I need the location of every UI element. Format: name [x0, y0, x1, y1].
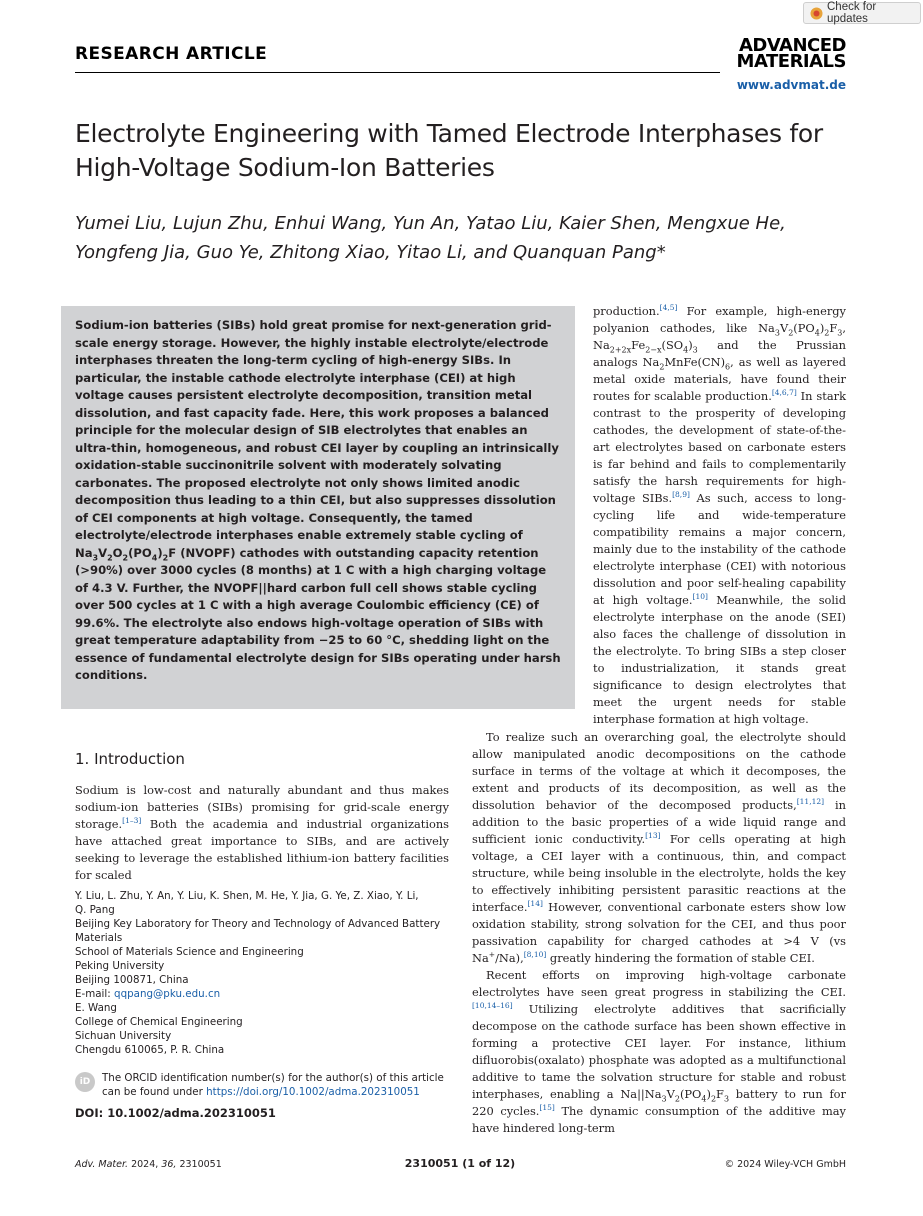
page-number: 2310051 (1 of 12): [404, 1157, 516, 1170]
journal-logo: [722, 35, 846, 72]
citation-link[interactable]: [4,5]: [659, 303, 678, 313]
orcid-doi-link[interactable]: https://doi.org/10.1002/adma.202310051: [206, 1086, 420, 1098]
paragraph: Recent efforts on improving high-voltage carbonate electrolytes have seen great progress in stabilizing the CEI.[10,14–16] Utilizing electrolyte additives that sacrificially decompose on the cathode surface has been shown effective in forming a protective CEI layer. For instance, lithium difluorobis(oxalato) phosphate was adopted as a multifunctional additive to tame the solvation structure for stable and robust interphases, enabling a $Na||Na_3V_2(PO_4)_2F_3$ battery to run for 220 cycles.[15] The dynamic consumption of the additive may have hindered long-term: [472, 968, 846, 1135]
citation-link[interactable]: [10]: [692, 592, 708, 602]
author-line-2: Yongfeng Jia, Guo Ye, Zhitong Xiao, Yitao Li, and Quanquan Pang*: [75, 242, 666, 263]
journal-url-link[interactable]: www.advmat.de: [736, 78, 846, 92]
section-heading-introduction: 1. Introduction: [75, 750, 185, 768]
email-link[interactable]: qqpang@pku.edu.cn: [114, 988, 221, 1000]
abstract-part-2: (NVOPF) cathodes with outstanding capacity retention (>90%) over 3000 cycles (8 months) at 1 C with a high charging voltage of 4.3 V. Further, the NVOPF||hard carbon full cell shows stable cycling over 500 cycles at 1 C with a high average Coulombic efficiency (CE) of 99.6%. The electrolyte also endows high-voltage operation of SIBs with great temperature adaptability from −25 to 60 °C, shedding light on the essence of fundamental electrolyte design for SIBs operating under harsh conditions.: [75, 545, 561, 682]
author-list: [75, 209, 855, 267]
check-for-updates-button[interactable]: [803, 2, 921, 24]
doi: DOI: 10.1002/adma.202310051: [75, 1106, 276, 1120]
author-affiliations: Y. Liu, L. Zhu, Y. An, Y. Liu, K. Shen, M. He, Y. Jia, G. Ye, Z. Xiao, Y. Li, Q. Pang Beijing Key Laboratory for Theory and Technology of Advanced Battery Materials School of Materials Science and Engineering Peking University Beijing 100871, China E-mail: qqpang@pku.edu.cn E. Wang College of Chemical Engineering Sichuan University Chengdu 610065, P. R. China: [75, 889, 449, 1057]
citation-link[interactable]: [14]: [527, 899, 543, 909]
abstract: [75, 317, 563, 685]
citation-link[interactable]: [15]: [539, 1103, 555, 1113]
orcid-note: iD The ORCID identification number(s) for the author(s) of this article can be found under https://doi.org/10.1002/adma.202310051: [75, 1071, 449, 1099]
citation-link[interactable]: [11,12]: [796, 797, 825, 807]
formula-nvopf: $Na_3V_2O_2(PO_4)_2F$: [75, 545, 177, 562]
introduction-paragraph: Sodium is low-cost and naturally abundant and thus makes sodium-ion batteries (SIBs) promising for grid-scale energy storage.[1–3] Both the academia and industrial organizations have attached great importance to SIBs, and are actively seeking to leverage the established lithium-ion battery facilities for scaled: [75, 783, 449, 882]
footer-citation: Adv. Mater. 2024, 36, 2310051: [75, 1159, 222, 1170]
update-badge-icon: [810, 7, 823, 20]
author-line-1: Yumei Liu, Lujun Zhu, Enhui Wang, Yun An, Yatao Liu, Kaier Shen, Mengxue He,: [75, 213, 786, 234]
citation-link[interactable]: [10,14–16]: [472, 1001, 513, 1011]
header-rule: [75, 72, 720, 73]
citation-link[interactable]: [13]: [645, 831, 661, 841]
copyright: © 2024 Wiley-VCH GmbH: [724, 1159, 846, 1170]
citation-link[interactable]: [1–3]: [122, 816, 142, 826]
citation-link[interactable]: [4,6,7]: [771, 388, 797, 398]
citation-link[interactable]: [8,9]: [672, 490, 690, 500]
journal-logo-line1: ADVANCED: [738, 35, 846, 56]
journal-logo-line2: MATERIALS: [736, 51, 846, 72]
orcid-icon: iD: [75, 1072, 95, 1092]
paragraph: To realize such an overarching goal, the electrolyte should allow manipulated anodic decompositions on the cathode surface in terms of the voltage at which it decomposes, the extent and products of its decomposition, as well as the dissolution behavior of the decomposed products,[11,12] in addition to the basic properties of a wide liquid range and sufficient ionic conductivity.[13] For cells operating at high voltage, a CEI layer with a continuous, thin, and compact structure, while being insoluble in the electrolyte, holds the key to effectively inhibiting persistent parasitic reactions at the interface.[14] However, conventional carbonate esters show low oxidation stability, strong solvation for the CEI, and thus poor passivation capability for charged cathodes at >4 V (vs Na+/Na),[8,10] greatly hindering the formation of stable CEI.: [472, 730, 846, 965]
right-column-top: production.[4,5] For example, high-energy polyanion cathodes, like $Na_3V_2(PO_4)_2F_3$, $Na_{2+2x}Fe_{2-x}(SO_4)_3$ and the Prussian analogs $Na_2MnFe(CN)_6$, as well as layered metal oxide materials, have found their routes for scalable production.[4,6,7] In stark contrast to the prosperity of developing cathodes, the development of state-of-the-art electrolytes based on carbonate esters is far behind and fails to complementarily satisfy the harsh requirements for high-voltage SIBs.[8,9] As such, access to long-cycling life and wide-temperature compatibility remains a major concern, mainly due to the instability of the cathode electrolyte interphase (CEI) with notorious dissolution and poor self-healing capability at high voltage.[10] Meanwhile, the solid electrolyte interphase on the anode (SEI) also faces the challenge of dissolution in the electrolyte. To bring SIBs a step closer to industrialization, it stands great significance to design electrolytes that meet the urgent needs for stable interphase formation at high voltage.: [593, 303, 846, 726]
right-column-lower: [472, 729, 846, 1137]
abstract-part-1: Sodium-ion batteries (SIBs) hold great promise for next-generation grid-scale energy storage. However, the highly instable electrolyte/electrode interphases threaten the long-term cycling of high-energy SIBs. In particular, the instable cathode electrolyte interphase (CEI) at high voltage causes persistent electrolyte decomposition, transition metal dissolution, and fast capacity fade. Here, this work proposes a balanced principle for the molecular design of SIB electrolytes that enables an ultra-thin, homogeneous, and robust CEI layer by coupling an intrinsically oxidation-stable succinonitrile solvent with moderately solvating carbonates. The proposed electrolyte not only shows limited anodic decomposition thus leading to a thin CEI, but also suppresses dissolution of CEI components at high voltage. Consequently, the tamed electrolyte/electrode interphases enable extremely stable cycling of: [75, 318, 559, 542]
article-title: Electrolyte Engineering with Tamed Electrode Interphases for High-Voltage Sodium-Ion Batteries: [75, 119, 823, 182]
check-for-updates-label: Check for updates: [827, 1, 877, 25]
section-label: RESEARCH ARTICLE: [75, 44, 268, 64]
citation-link[interactable]: [8,10]: [523, 950, 547, 960]
email-line: E-mail: qqpang@pku.edu.cn: [75, 988, 221, 1000]
